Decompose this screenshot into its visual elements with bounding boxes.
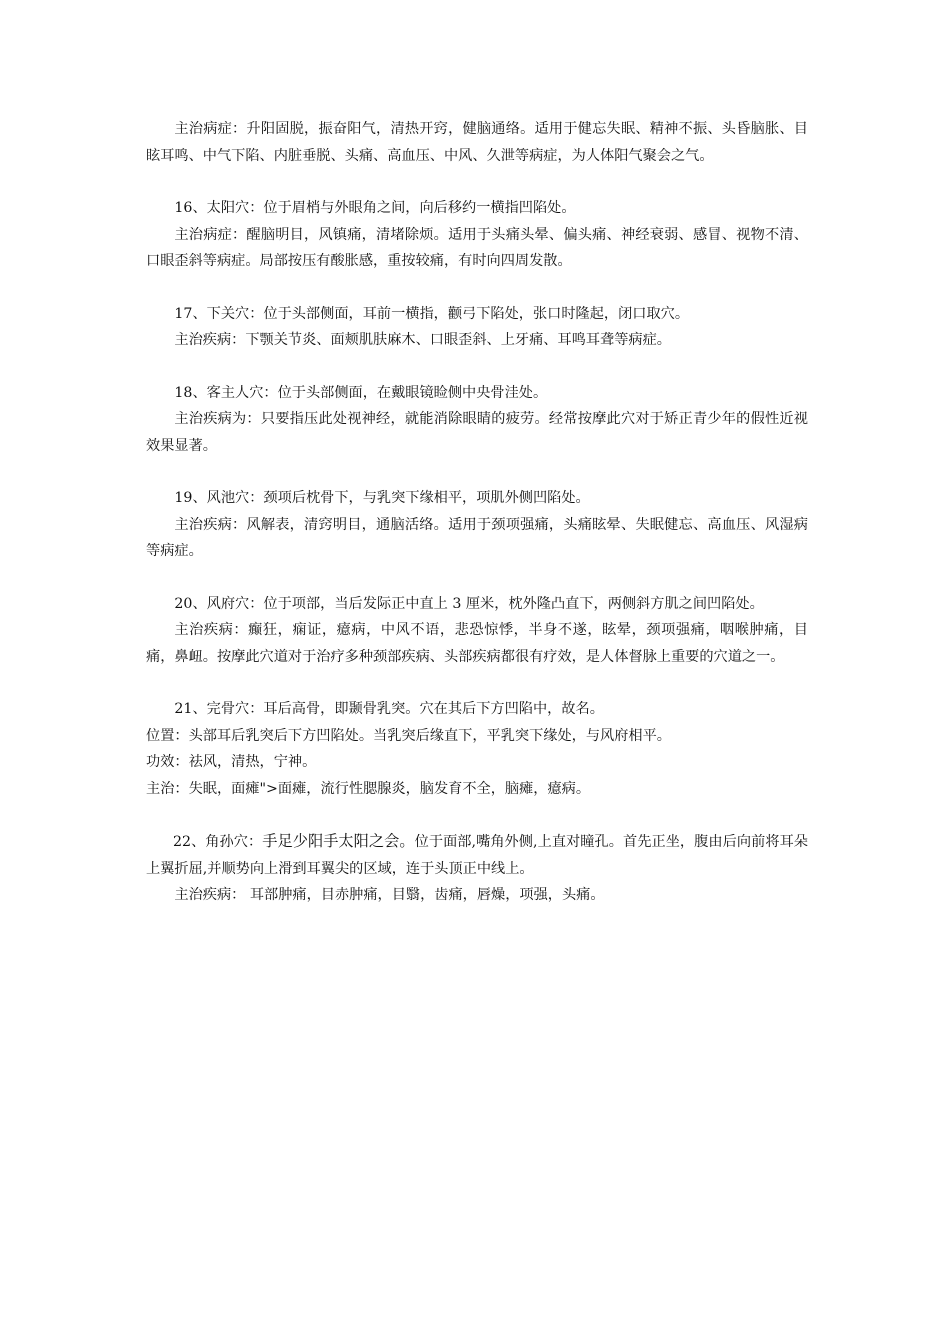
section-21-location: 21、完骨穴：耳后高骨，即颞骨乳突。穴在其后下方凹陷中，故名。 (174, 701, 604, 717)
paragraph-gap (146, 802, 808, 828)
section-15-treatment: 主治病症：升阳固脱，振奋阳气，清热开窍，健脑通络。适用于健忘失眠、精神不振、头昏脑胀、目眩耳鸣、中气下陷、内脏垂脱、头痛、高血压、中风、久泄等病症，为人体阳气聚会之气。 (146, 121, 808, 164)
section-21-position: 位置：头部耳后乳突后下方凹陷处。当乳突后缘直下，平乳突下缘处，与风府相平。 (146, 727, 671, 744)
paragraph-gap (146, 459, 808, 485)
section-22-treatment: 主治疾病： 耳部肿痛，目赤肿痛，目翳，齿痛，唇燥，项强，头痛。 (174, 887, 605, 903)
section-17-treatment: 主治疾病：下颚关节炎、面颊肌肤麻木、口眼歪斜、上牙痛、耳鸣耳聋等病症。 (174, 332, 671, 348)
section-22-location (146, 828, 808, 882)
section-16-location: 16、太阳穴：位于眉梢与外眼角之间，向后移约一横指凹陷处。 (174, 200, 576, 216)
section-22-location-highlight: 手足少阳手太阳之会。 (262, 832, 415, 850)
paragraph-gap (146, 275, 808, 301)
section-17-location: 17、下关穴：位于头部侧面，耳前一横指，颧弓下陷处，张口时隆起，闭口取穴。 (174, 305, 690, 322)
document-page (146, 116, 808, 909)
section-18-treatment: 主治疾病为：只要指压此处视神经，就能消除眼睛的疲劳。经常按摩此穴对于矫正青少年的假性近视效果显著。 (146, 411, 808, 454)
section-20-location: 20、风府穴：位于项部，当后发际正中直上 3 厘米，枕外隆凸直下，两侧斜方肌之间凹陷处。 (174, 595, 764, 612)
paragraph-gap (146, 670, 808, 696)
section-20-treatment: 主治疾病：癫狂，痫证，癔病，中风不语，悲恐惊悸，半身不遂，眩晕，颈项强痛，咽喉肿痛，目痛，鼻衄。按摩此穴道对于治疗多种颈部疾病、头部疾病都很有疗效，是人体督脉上重要的穴道之一。 (146, 622, 808, 665)
section-19-location: 19、风池穴：颈项后枕骨下，与乳突下缘相平，项肌外侧凹陷处。 (174, 490, 590, 506)
paragraph-gap (146, 565, 808, 591)
section-19-treatment: 主治疾病：风解表，清窍明目，通脑活络。适用于颈项强痛，头痛眩晕、失眠健忘、高血压、风湿病等病症。 (146, 516, 808, 559)
section-22-number: 22、角孙穴： (172, 834, 263, 850)
section-16-treatment: 主治病症：醒脑明目，风镇痛，清堵除烦。适用于头痛头晕、偏头痛、神经衰弱、感冒、视物不清、口眼歪斜等病症。局部按压有酸胀感，重按较痛，有时向四周发散。 (146, 226, 808, 269)
section-22-location-rest: 位于面部,嘴角外侧,上直对瞳孔。首先正坐，腹由后向前将耳朵上翼折屈,并顺势向上滑到耳翼尖的区域，连于头顶正中线上。 (146, 834, 808, 877)
paragraph-gap (146, 169, 808, 195)
section-21-effect: 功效：祛风，清热，宁神。 (146, 754, 317, 770)
section-21-treatment: 主治：失眠，面瘫">面瘫，流行性腮腺炎，脑发育不全，脑瘫，癔病。 (146, 780, 591, 797)
paragraph-gap (146, 354, 808, 380)
section-18-location: 18、客主人穴：位于头部侧面，在戴眼镜睑侧中央骨洼处。 (174, 384, 548, 401)
